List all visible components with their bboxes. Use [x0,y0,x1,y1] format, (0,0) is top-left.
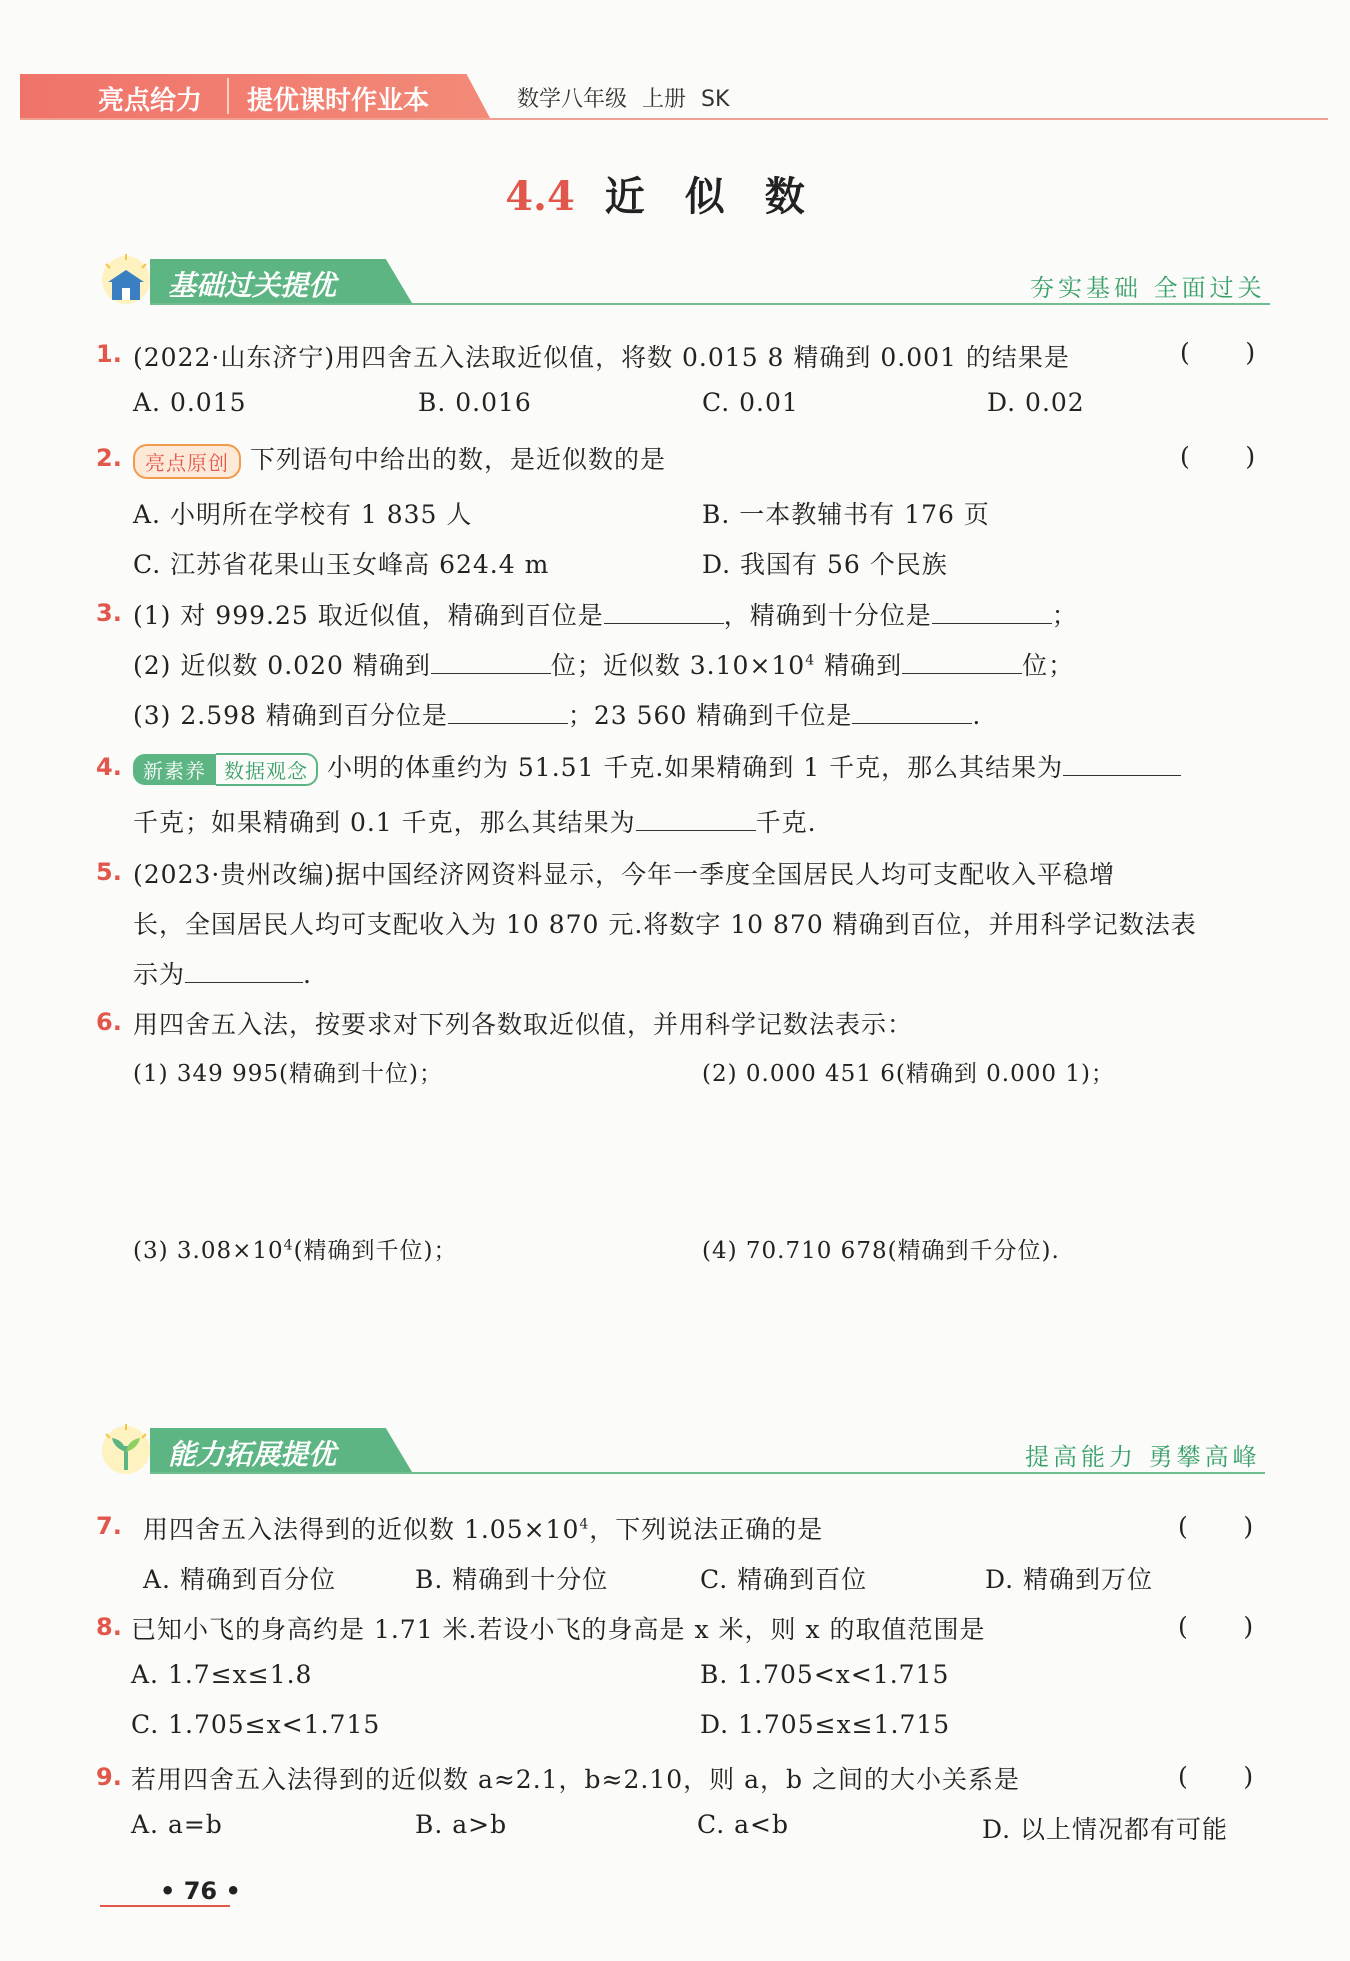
q3-part2-text3: 精确到 [815,651,903,680]
q3-part3-end: . [972,701,982,730]
q4-line2 [133,803,817,839]
answer-blank[interactable] [852,701,972,724]
series-name: 提优课时作业本 [247,86,430,116]
q7-stem [143,1510,823,1546]
q7-option-b: B. 精确到十分位 [415,1565,609,1594]
q3-part3-text2: ；23 560 精确到千位是 [567,701,853,730]
q8-stem: 已知小飞的身高约是 1.71 米.若设小飞的身高是 x 米，则 x 的取值范围是 [131,1615,986,1644]
q2-answer-paren[interactable]: ( ) [1180,442,1256,471]
q4-text3: 千克. [755,808,817,837]
q2-option-b: B. 一本教辅书有 176 页 [702,500,990,529]
q1-stem: (2022·山东济宁)用四舍五入法取近似值，将数 0.015 8 精确到 0.001 的结果是 [133,343,1070,372]
q8-option-b: B. 1.705<x<1.715 [700,1660,950,1689]
q2-option-d: D. 我国有 56 个民族 [702,550,948,579]
header-divider [227,78,229,114]
section1-slogan: 夯实基础 全面过关 [1030,274,1266,302]
q9-answer-paren[interactable]: ( ) [1178,1762,1254,1791]
q7-text2: ，下列说法正确的是 [589,1515,824,1544]
q6-part3-text: (3) 3.08×10 [133,1238,284,1264]
section1-label: 基础过关提优 [168,269,337,302]
q8-number: 8. [96,1613,122,1641]
q6-number: 6. [96,1008,122,1036]
q3-part2-end: 位； [1022,651,1075,680]
q1-option-b: B. 0.016 [418,388,532,417]
q3-part1-text: (1) 对 999.25 取近似值，精确到百位是 [133,601,604,630]
q1-number: 1. [96,340,122,368]
header-rule [20,118,1328,120]
q7-number: 7. [96,1512,122,1540]
q3-part2-text: (2) 近似数 0.020 精确到 [133,651,431,680]
q6-part3 [133,1232,458,1265]
q7-text: 用四舍五入法得到的近似数 1.05×10 [143,1515,580,1544]
section2-rule [150,1472,1265,1474]
q1-answer-paren[interactable]: ( ) [1180,338,1256,367]
section-number: 4.4 [505,173,575,220]
q3-part1-end: ； [1051,601,1078,630]
book-info: 数学八年级 上册 SK [517,87,730,112]
q4-number: 4. [96,753,122,781]
q3-number: 3. [96,599,122,627]
data-concept-tag: 数据观念 [216,753,318,786]
brand-name: 亮点给力 [98,86,203,116]
q3-part3-text: (3) 2.598 精确到百分位是 [133,701,448,730]
q3-part2 [133,646,1074,682]
page-number-rule [100,1905,230,1907]
q4-text2: 千克；如果精确到 0.1 千克，那么其结果为 [133,808,636,837]
q3-part2-text2: 位；近似数 3.10×10 [550,651,806,680]
q1-option-d: D. 0.02 [987,388,1085,417]
literacy-tag: 新素养 [133,754,216,785]
q2-stem: 下列语句中给出的数，是近似数的是 [249,445,666,474]
q6-part4: (4) 70.710 678(精确到千分位). [702,1238,1060,1264]
section2-slogan: 提高能力 勇攀高峰 [1025,1443,1261,1471]
q5-line2: 长，全国居民人均可支配收入为 10 870 元.将数字 10 870 精确到百位，并用科学记数法表 [133,910,1197,939]
q5-end: . [303,960,312,989]
section2-label: 能力拓展提优 [168,1438,337,1471]
q1-option-c: C. 0.01 [702,388,799,417]
page-title [0,165,1350,222]
q3-part1-text2: ，精确到十分位是 [723,601,932,630]
answer-blank[interactable] [902,651,1022,674]
q9-option-a: A. a=b [131,1810,223,1839]
q9-stem: 若用四舍五入法得到的近似数 a≈2.1，b≈2.10，则 a，b 之间的大小关系是 [131,1765,1020,1794]
q8-option-a: A. 1.7≤x≤1.8 [131,1660,313,1689]
q8-option-c: C. 1.705≤x<1.715 [131,1710,381,1739]
q6-stem: 用四舍五入法，按要求对下列各数取近似值，并用科学记数法表示： [133,1010,914,1039]
q3-part3 [133,696,981,732]
q2-stem-line [133,440,666,479]
q2-option-a: A. 小明所在学校有 1 835 人 [133,500,473,529]
q3-part1 [133,596,1078,632]
q6-part3-text2: (精确到千位)； [293,1238,458,1264]
answer-blank[interactable] [636,808,756,831]
exponent: 4 [283,1237,294,1254]
q4-line1 [133,748,1181,786]
answer-blank[interactable] [932,601,1052,624]
q9-option-b: B. a>b [415,1810,508,1839]
school-icon [98,252,154,308]
page-number: • 76 • [160,1877,241,1905]
q5-text3: 示为 [133,960,186,989]
answer-blank[interactable] [448,701,568,724]
q6-part1: (1) 349 995(精确到十位)； [133,1061,443,1087]
original-tag: 亮点原创 [133,444,241,479]
q7-option-a: A. 精确到百分位 [143,1565,336,1594]
q9-option-d: D. 以上情况都有可能 [982,1815,1229,1844]
q6-part2: (2) 0.000 451 6(精确到 0.000 1)； [702,1061,1115,1087]
q5-number: 5. [96,858,122,886]
q5-line1: (2023·贵州改编)据中国经济网资料显示，今年一季度全国居民人均可支配收入平稳增 [133,860,1116,889]
section1-rule [150,303,1270,305]
answer-blank[interactable] [1063,753,1181,776]
exponent: 4 [805,652,816,669]
answer-blank[interactable] [604,601,724,624]
section-title: 近似数 [604,173,845,220]
q9-option-c: C. a<b [697,1810,789,1839]
q2-option-c: C. 江苏省花果山玉女峰高 624.4 m [133,550,550,579]
answer-blank[interactable] [185,960,303,983]
growth-icon [98,1422,154,1478]
q8-answer-paren[interactable]: ( ) [1178,1612,1254,1641]
exponent: 4 [579,1516,590,1533]
q2-number: 2. [96,444,122,472]
answer-blank[interactable] [431,651,551,674]
q7-answer-paren[interactable]: ( ) [1178,1512,1254,1541]
q5-line3 [133,955,312,991]
q9-number: 9. [96,1763,122,1791]
q7-option-d: D. 精确到万位 [985,1565,1154,1594]
q8-option-d: D. 1.705≤x≤1.715 [700,1710,951,1739]
q4-text1: 小明的体重约为 51.51 千克.如果精确到 1 千克，那么其结果为 [326,753,1064,782]
q1-option-a: A. 0.015 [133,388,247,417]
q7-option-c: C. 精确到百位 [700,1565,868,1594]
